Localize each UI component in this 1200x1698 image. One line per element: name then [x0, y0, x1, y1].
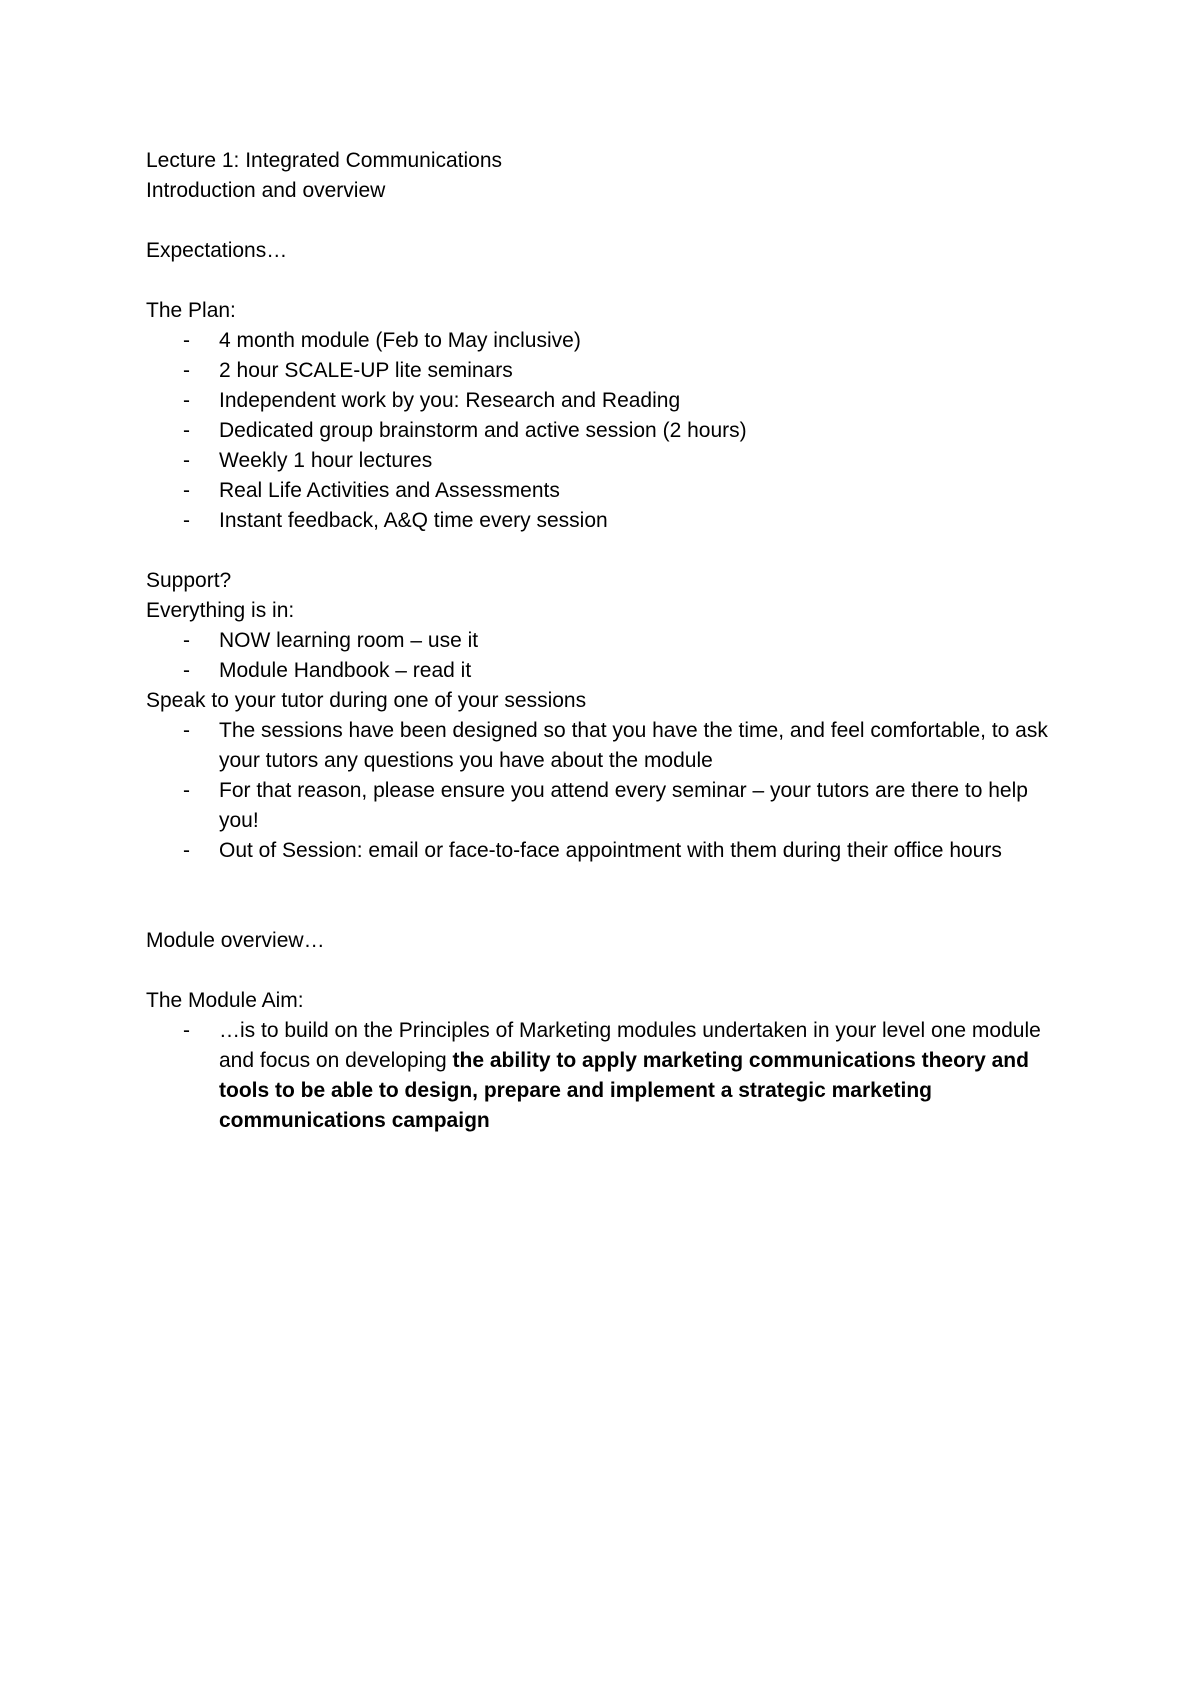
spacer: [146, 266, 1066, 296]
list-item: [146, 776, 1066, 836]
module-aim-list: [146, 1016, 1066, 1136]
list-item-text: NOW learning room – use it: [219, 629, 479, 652]
list-item-text: For that reason, please ensure you attend every seminar – your tutors are there to help you!: [219, 779, 1028, 832]
list-item-text: The sessions have been designed so that you have the time, and feel comfortable, to ask your tutors any questions you have about the module: [219, 719, 1048, 772]
dash-bullet: -: [183, 719, 190, 742]
list-item-text: 4 month module (Feb to May inclusive): [219, 329, 581, 352]
list-item-text: Independent work by you: Research and Reading: [219, 389, 681, 412]
spacer: [146, 866, 1066, 926]
spacer: [146, 956, 1066, 986]
resources-list: [146, 626, 1066, 686]
module-overview-heading: Module overview…: [146, 929, 325, 952]
list-item: [146, 476, 1066, 506]
list-item-text: Instant feedback, A&Q time every session: [219, 509, 608, 532]
dash-bullet: -: [183, 659, 190, 682]
tutor-support-list: [146, 716, 1066, 866]
list-item: [146, 386, 1066, 416]
list-item: [146, 416, 1066, 446]
dash-bullet: -: [183, 629, 190, 652]
dash-bullet: -: [183, 839, 190, 862]
aim-text: …is to build on the Principles of Marketing modules undertaken in your level one module and focus on developing: [219, 1019, 1041, 1072]
document-body: [146, 146, 1066, 1136]
dash-bullet: -: [183, 779, 190, 802]
list-item-text: Module Handbook – read it: [219, 659, 472, 682]
list-item: [146, 326, 1066, 356]
speak-to-tutor-text: Speak to your tutor during one of your sessions: [146, 689, 587, 712]
list-item-text: Dedicated group brainstorm and active session (2 hours): [219, 419, 747, 442]
list-item-text: Real Life Activities and Assessments: [219, 479, 560, 502]
list-item: [146, 506, 1066, 536]
everything-in-label: Everything is in:: [146, 599, 295, 622]
support-heading: Support?: [146, 569, 232, 592]
spacer: [146, 536, 1066, 566]
dash-bullet: -: [183, 509, 190, 532]
spacer: [146, 206, 1066, 236]
list-item-text: Weekly 1 hour lectures: [219, 449, 433, 472]
list-item-text: Out of Session: email or face-to-face appointment with them during their office hours: [219, 839, 1002, 862]
dash-bullet: -: [183, 359, 190, 382]
dash-bullet: -: [183, 479, 190, 502]
aim-emphasis-text: the ability to apply marketing communications theory and tools to be able to design, prepare and implement a strategic marketing communications campaign: [219, 1049, 1029, 1132]
list-item: [146, 836, 1066, 866]
list-item: [146, 1016, 1066, 1136]
list-item: [146, 656, 1066, 686]
plan-list: [146, 326, 1066, 536]
lecture-title: Lecture 1: Integrated Communications: [146, 149, 503, 172]
expectations-heading: Expectations…: [146, 239, 288, 262]
list-item: [146, 446, 1066, 476]
dash-bullet: -: [183, 389, 190, 412]
dash-bullet: -: [183, 1019, 190, 1042]
dash-bullet: -: [183, 329, 190, 352]
list-item: [146, 716, 1066, 776]
dash-bullet: -: [183, 449, 190, 472]
dash-bullet: -: [183, 419, 190, 442]
list-item: [146, 356, 1066, 386]
list-item: [146, 626, 1066, 656]
module-aim-heading: The Module Aim:: [146, 989, 304, 1012]
lecture-subtitle: Introduction and overview: [146, 179, 386, 202]
plan-heading: The Plan:: [146, 299, 236, 322]
list-item-text: 2 hour SCALE-UP lite seminars: [219, 359, 513, 382]
